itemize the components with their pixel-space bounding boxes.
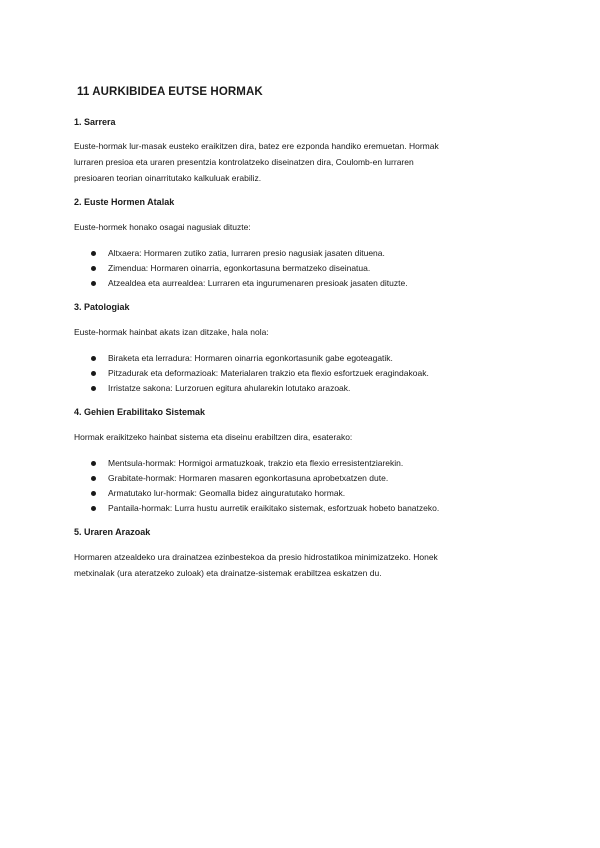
paragraph-line: metxinalak (ura ateratzeko zuloak) eta drainatze-sistemak erabiltzea eskatzen du. [74, 568, 382, 578]
list-item: Biraketa eta lerradura: Hormaren oinarria egonkortasunik gabe egoteagatik. [74, 351, 526, 366]
bullet-icon [91, 506, 96, 511]
section-paragraph-uraren-arazoak [74, 549, 526, 581]
bullet-icon [91, 476, 96, 481]
bullet-icon [91, 491, 96, 496]
bullet-icon [91, 251, 96, 256]
list-item: Armatutako lur-hormak: Geomalla bidez ainguratutako hormak. [74, 486, 526, 501]
paragraph-line: Hormaren atzealdeko ura drainatzea ezinbestekoa da presio hidrostatikoa minimizatzeko. Honek [74, 552, 438, 562]
section-intro-sistemak: Hormak eraikitzeko hainbat sistema eta diseinu erabiltzen dira, esaterako: [74, 432, 353, 442]
section-paragraph-sarrera [74, 138, 526, 186]
bullet-list-patologiak [74, 351, 526, 396]
section-heading-atalak: 2. Euste Hormen Atalak [74, 197, 175, 207]
paragraph-line: presioaren teorian oinarritutako kalkuluak erabiliz. [74, 173, 262, 183]
bullet-list-atalak [74, 246, 526, 291]
list-item: Pitzadurak eta deformazioak: Materialaren trakzio eta flexio esfortzuek eragindakoak. [74, 366, 526, 381]
bullet-icon [91, 281, 96, 286]
section-heading-uraren-arazoak: 5. Uraren Arazoak [74, 527, 151, 537]
section-heading-patologiak: 3. Patologiak [74, 302, 130, 312]
list-item: Irristatze sakona: Lurzoruen egitura ahularekin lotutako arazoak. [74, 381, 526, 396]
bullet-icon [91, 461, 96, 466]
document-title: 11 AURKIBIDEA EUTSE HORMAK [77, 86, 263, 98]
list-item: Zimendua: Hormaren oinarria, egonkortasuna bermatzeko diseinatua. [74, 261, 526, 276]
section-intro-atalak: Euste-hormek honako osagai nagusiak dituzte: [74, 222, 251, 232]
document-page [74, 86, 526, 581]
list-item: Atzealdea eta aurrealdea: Lurraren eta ingurumenaren presioak jasaten dituzte. [74, 276, 526, 291]
paragraph-line: Euste-hormak lur-masak eusteko eraikitzen dira, batez ere ezponda handiko eremuetan. Hormak [74, 141, 439, 151]
bullet-icon [91, 371, 96, 376]
list-item: Altxaera: Hormaren zutiko zatia, lurraren presio nagusiak jasaten dituena. [74, 246, 526, 261]
section-heading-sistemak: 4. Gehien Erabilitako Sistemak [74, 407, 206, 417]
list-item: Pantaila-hormak: Lurra hustu aurretik eraikitako sistemak, esfortzuak hobeto banatzeko. [74, 501, 526, 516]
bullet-icon [91, 266, 96, 271]
bullet-icon [91, 356, 96, 361]
list-item: Mentsula-hormak: Hormigoi armatuzkoak, trakzio eta flexio erresistentziarekin. [74, 456, 526, 471]
bullet-icon [91, 386, 96, 391]
bullet-list-sistemak [74, 456, 526, 516]
list-item: Grabitate-hormak: Hormaren masaren egonkortasuna aprobetxatzen dute. [74, 471, 526, 486]
section-intro-patologiak: Euste-hormak hainbat akats izan ditzake, hala nola: [74, 327, 269, 337]
section-heading-sarrera: 1. Sarrera [74, 117, 116, 127]
paragraph-line: lurraren presioa eta uraren presentzia kontrolatzeko diseinatzen dira, Coulomb-en lurraren [74, 157, 414, 167]
